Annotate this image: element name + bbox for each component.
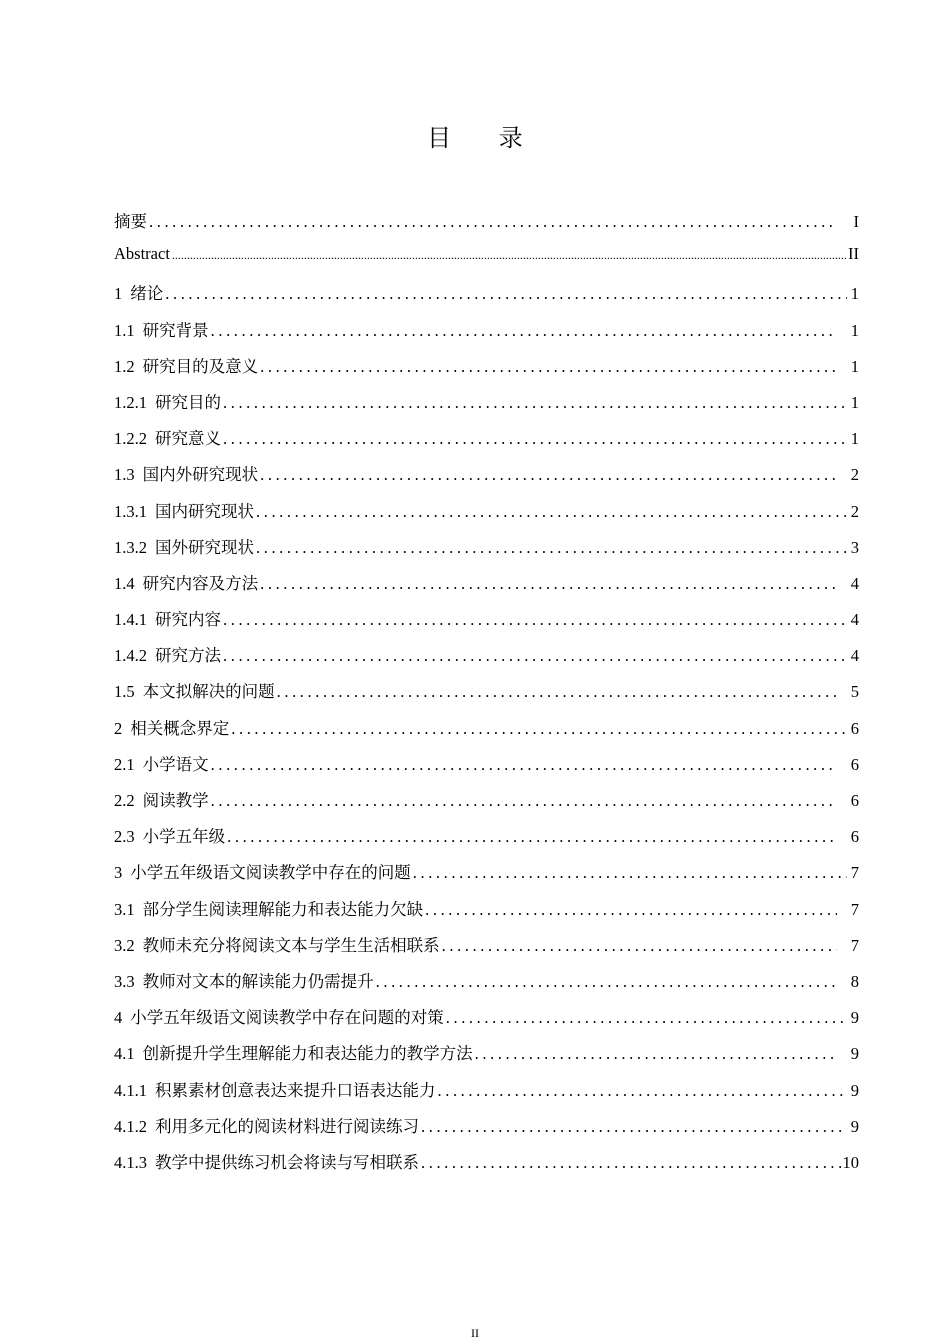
- toc-entry[interactable]: [114, 389, 859, 425]
- toc-entry-page: 6: [850, 718, 859, 738]
- toc-leader-dots: [438, 1081, 848, 1101]
- toc-entry-label: 研究意义: [155, 429, 221, 449]
- toc-entry-page: 9: [850, 1116, 859, 1136]
- toc-entry-number: 3.2: [114, 935, 135, 955]
- toc-entry[interactable]: [114, 751, 859, 787]
- toc-entry[interactable]: [114, 498, 859, 534]
- toc-entry-number: 1.1: [114, 320, 135, 340]
- toc-entry-label: 研究内容及方法: [142, 573, 259, 593]
- toc-entry-page: 9: [850, 1008, 859, 1028]
- toc-entry-number: 4.1: [114, 1044, 135, 1064]
- toc-entry-page: 9: [850, 1080, 859, 1100]
- toc-leader-dots: [227, 827, 837, 847]
- toc-leader-dots: [211, 755, 837, 775]
- toc-entry[interactable]: [114, 570, 859, 606]
- toc-entry-page: 4: [850, 573, 859, 593]
- toc-leader-dots: [475, 1044, 837, 1064]
- toc-entry-label: Abstract: [114, 244, 170, 264]
- toc-entry-page: 5: [850, 682, 859, 702]
- toc-leader-dots: [446, 1008, 847, 1028]
- toc-entry-label: 小学五年级语文阅读教学中存在问题的对策: [130, 1008, 444, 1028]
- toc-leader-dots: [421, 1153, 841, 1173]
- toc-entry-page: 6: [850, 791, 859, 810]
- toc-entry-label: 小学语文: [142, 754, 209, 774]
- toc-entry-page: 8: [850, 971, 859, 991]
- toc-leader-dots: [211, 321, 837, 341]
- toc-entry-number: 1.4.2: [114, 646, 147, 666]
- toc-entry[interactable]: [114, 896, 859, 932]
- toc-leader-dots: [277, 682, 837, 702]
- toc-entry[interactable]: [114, 1113, 859, 1149]
- toc-entry-page: I: [853, 212, 859, 231]
- toc-entry-page: 7: [850, 935, 859, 955]
- toc-entry-number: 2: [114, 718, 123, 738]
- toc-leader-dots: [260, 357, 837, 377]
- toc-entry[interactable]: [114, 715, 859, 751]
- toc-entry[interactable]: [114, 787, 859, 823]
- toc-entry-page: 1: [850, 392, 859, 412]
- toc-entry-label: 积累素材创意表达来提升口语表达能力: [155, 1080, 436, 1100]
- toc-leader-dots: [223, 393, 847, 413]
- toc-entry-page: 1: [850, 284, 859, 304]
- toc-entry-label: 国内研究现状: [155, 501, 254, 521]
- toc-leader-dots: [231, 719, 847, 739]
- toc-entry-page: 1: [850, 429, 859, 449]
- toc-entry-page: 3: [850, 537, 859, 557]
- toc-leader-dots: [256, 502, 847, 522]
- toc-leader-dots: [425, 900, 837, 920]
- toc-entry-number: 2.3: [114, 827, 135, 847]
- toc-leader-dots: [223, 429, 847, 449]
- toc-entry-label: 小学五年级: [142, 827, 226, 847]
- toc-leader-dots: [211, 791, 837, 811]
- toc-entry-number: 4: [114, 1008, 123, 1028]
- toc-entry-page: 7: [850, 899, 859, 919]
- toc-entry-number: 4.1.1: [114, 1080, 147, 1100]
- toc-entry-label: 摘要: [114, 212, 147, 231]
- toc-leader-dots: [223, 610, 847, 630]
- toc-entry[interactable]: [114, 642, 859, 678]
- toc-entry-number: 1.2: [114, 356, 135, 376]
- toc-entry-label: 教师对文本的解读能力仍需提升: [142, 971, 374, 991]
- toc-entry[interactable]: [114, 425, 859, 461]
- toc-entry-label: 相关概念界定: [130, 718, 230, 738]
- toc-entry-number: 4.1.2: [114, 1116, 147, 1136]
- toc-leader-dots: [165, 284, 847, 304]
- toc-entry-number: 4.1.3: [114, 1152, 147, 1172]
- toc-entry-label: 本文拟解决的问题: [142, 682, 275, 702]
- toc-entry[interactable]: [114, 534, 859, 570]
- toc-entry[interactable]: [114, 244, 859, 280]
- toc-entry-label: 小学五年级语文阅读教学中存在的问题: [130, 863, 411, 883]
- toc-entry[interactable]: [114, 317, 859, 353]
- toc-entry-page: 6: [850, 827, 859, 847]
- toc-entry[interactable]: [114, 678, 859, 714]
- toc-entry-number: 1.3.1: [114, 501, 147, 521]
- toc-entry-page: 10: [842, 1152, 859, 1172]
- toc-entry-page: II: [848, 244, 859, 264]
- toc-entry[interactable]: [114, 823, 859, 859]
- toc-leader-dots: [376, 972, 837, 992]
- toc-entry[interactable]: [114, 606, 859, 642]
- toc-entry-page: 4: [850, 646, 859, 666]
- toc-entry-page: 7: [850, 863, 859, 883]
- toc-entry-number: 3.3: [114, 971, 135, 991]
- toc-leader-dots: [223, 646, 847, 666]
- toc-entry-number: 2.1: [114, 754, 135, 774]
- toc-entry[interactable]: [114, 1149, 859, 1185]
- toc-entry-label: 创新提升学生理解能力和表达能力的教学方法: [142, 1044, 473, 1064]
- toc-entry-label: 部分学生阅读理解能力和表达能力欠缺: [142, 899, 424, 919]
- toc-entry-page: 1: [850, 320, 859, 340]
- toc-entry-number: 3: [114, 863, 123, 883]
- toc-entry[interactable]: [114, 208, 859, 244]
- toc-entry-page: 2: [850, 501, 859, 521]
- toc-leader-dots: [413, 863, 847, 883]
- toc-leader-dots: [256, 538, 847, 558]
- toc-entry[interactable]: [114, 859, 859, 895]
- toc-leader-dots: [442, 936, 837, 956]
- toc-leader-dots: [172, 248, 846, 263]
- toc-entry-label: 教师未充分将阅读文本与学生生活相联系: [142, 935, 440, 955]
- toc-entry-number: 1.5: [114, 682, 135, 702]
- toc-entry-label: 阅读教学: [142, 791, 209, 810]
- toc-entry-label: 国外研究现状: [155, 537, 254, 557]
- toc-entry-label: 研究目的: [155, 392, 221, 412]
- page-title: 目 录: [427, 124, 543, 152]
- toc-leader-dots: [421, 1117, 847, 1137]
- toc-entry[interactable]: [114, 968, 859, 1004]
- toc-entry-label: 国内外研究现状: [142, 465, 259, 485]
- toc-leader-dots: [149, 212, 837, 232]
- toc-entry[interactable]: [114, 1077, 859, 1113]
- toc-entry-number: 2.2: [114, 791, 135, 810]
- toc-entry-page: 9: [850, 1044, 859, 1064]
- toc-entry-page: 4: [850, 610, 859, 630]
- toc-entry-label: 研究内容: [155, 610, 221, 630]
- toc-leader-dots: [260, 574, 837, 594]
- toc-entry-number: 3.1: [114, 899, 135, 919]
- toc-entry-number: 1.3: [114, 465, 135, 485]
- toc-entry-number: 1.2.1: [114, 392, 147, 412]
- toc-entry-label: 研究方法: [155, 646, 221, 666]
- toc-entry[interactable]: [114, 932, 859, 968]
- toc-entry-number: 1.2.2: [114, 429, 147, 449]
- toc-entry-label: 绪论: [130, 284, 164, 304]
- toc-entry-number: 1.4: [114, 573, 135, 593]
- table-of-contents: [114, 208, 859, 1185]
- toc-entry[interactable]: [114, 1004, 859, 1040]
- toc-entry[interactable]: [114, 280, 859, 316]
- toc-entry[interactable]: [114, 1040, 859, 1076]
- toc-entry[interactable]: [114, 461, 859, 497]
- toc-entry-label: 研究背景: [142, 320, 209, 340]
- toc-entry-page: 1: [850, 356, 859, 376]
- toc-entry-label: 教学中提供练习机会将读与写相联系: [155, 1152, 419, 1172]
- toc-entry-number: 1.4.1: [114, 610, 147, 630]
- toc-entry-page: 6: [850, 754, 859, 774]
- toc-entry-number: 1: [114, 284, 123, 304]
- toc-entry-page: 2: [850, 465, 859, 485]
- page-number-footer: II: [471, 1326, 479, 1340]
- toc-entry-label: 研究目的及意义: [142, 356, 259, 376]
- toc-entry[interactable]: [114, 353, 859, 389]
- toc-leader-dots: [260, 465, 837, 485]
- toc-entry-label: 利用多元化的阅读材料进行阅读练习: [155, 1116, 419, 1136]
- toc-entry-number: 1.3.2: [114, 537, 147, 557]
